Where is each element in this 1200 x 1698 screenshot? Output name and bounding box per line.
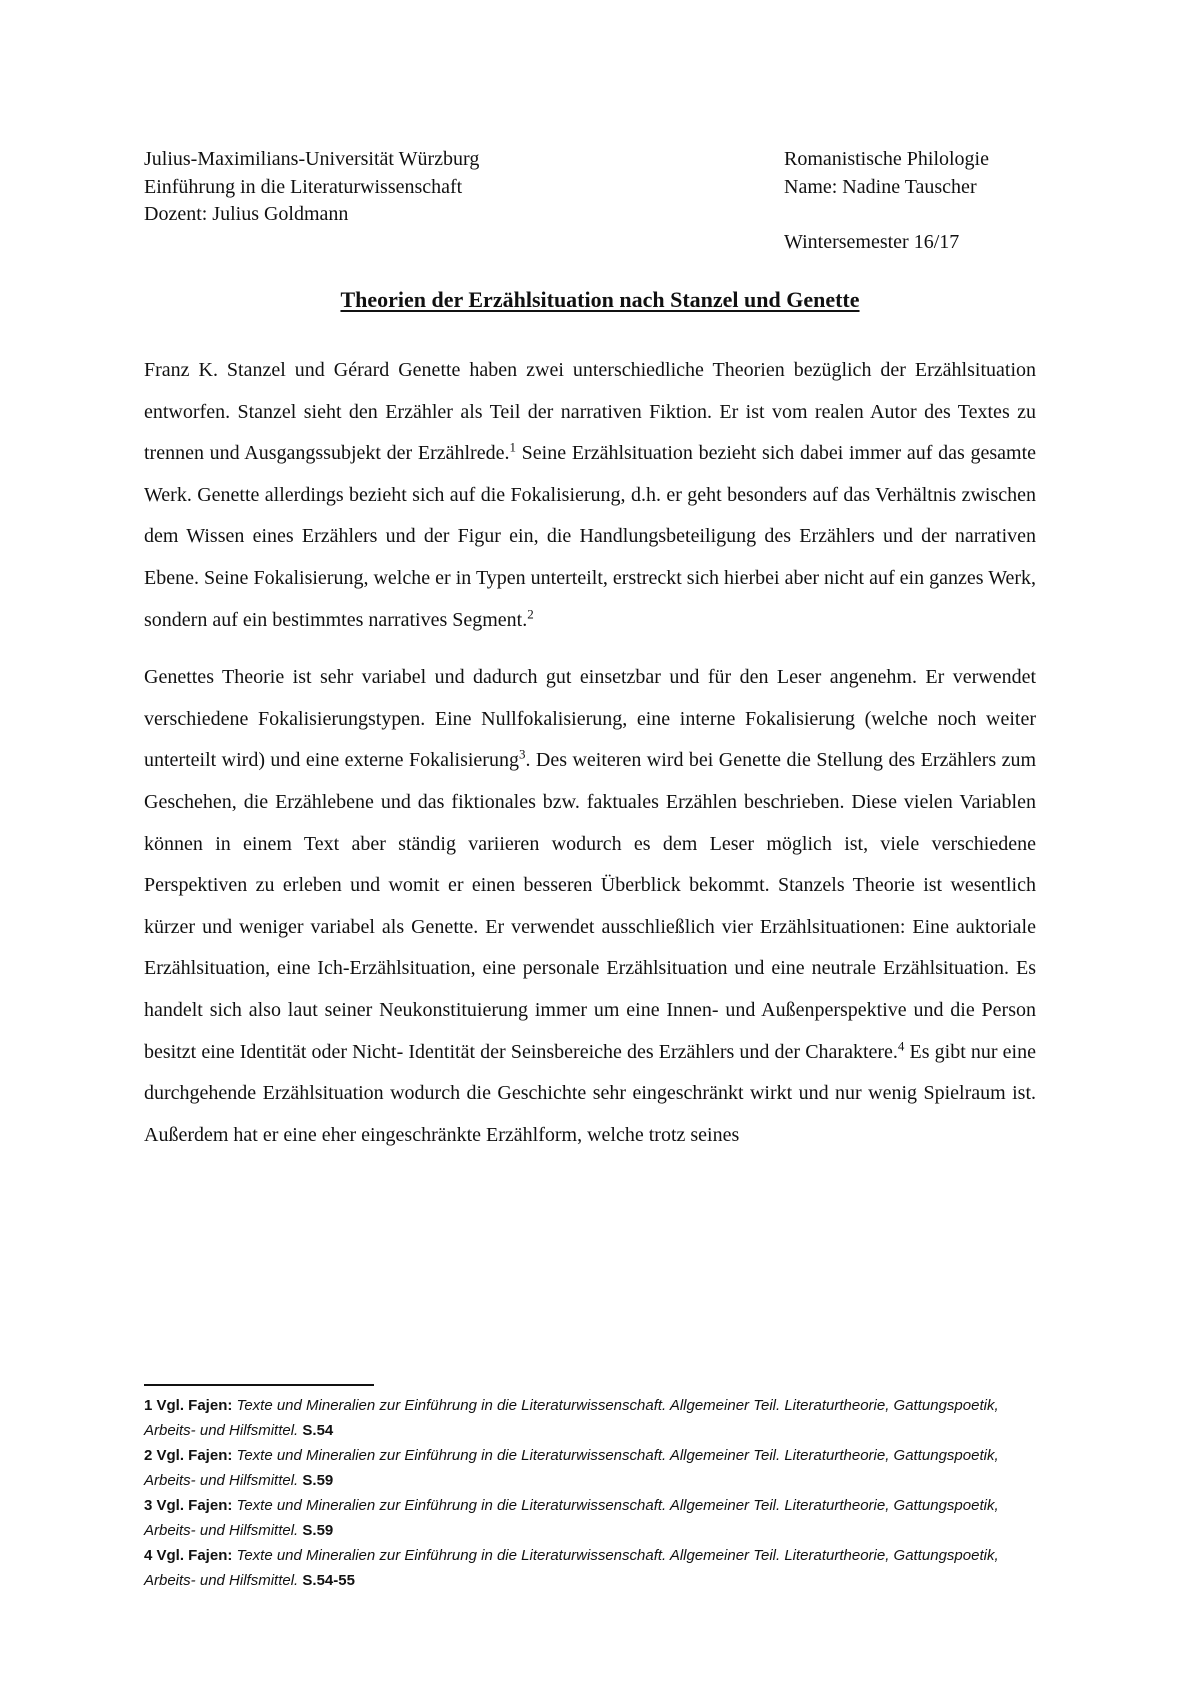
footnote-lead: 1 Vgl. Fajen:	[144, 1397, 233, 1414]
footnote-lead: 2 Vgl. Fajen:	[144, 1447, 233, 1464]
footnote-lead: 3 Vgl. Fajen:	[144, 1497, 233, 1514]
document-title: Theorien der Erzählsituation nach Stanzel und Genette	[340, 287, 860, 312]
footnote-lead: 4 Vgl. Fajen:	[144, 1547, 233, 1564]
header-right-block	[784, 146, 1044, 256]
footnote-reference: 4	[897, 1037, 905, 1053]
footnote-work-title: Texte und Mineralien zur Einführung in die Literaturwissenschaft. Allgemeiner Teil. Literaturtheorie, Gattungspoetik, Arbeits- und Hilfsmittel.	[144, 1447, 999, 1489]
footnote-reference: 2	[527, 605, 534, 621]
paragraph-text: . Des weiteren wird bei Genette die Stellung des Erzählers zum Geschehen, die Erzählebene und das fiktionales bzw. faktuales Erzählen beschrieben. Diese vielen Variablen können in einem Text aber ständig variieren wodurch es dem Leser möglich ist, viele verschiedene Perspektiven zu erleben und womit er einen besseren Überblick bekommt. Stanzels Theorie ist wesentlich kürzer und weniger variabel als Genette. Er verwendet ausschließlich vier Erzählsituationen: Eine auktoriale Erzählsituation, eine Ich-Erzählsituation, eine personale Erzählsituation und eine neutrale Erzählsituation. Es handelt sich also laut seiner Neukonstituierung immer um eine Innen- und Außenperspektive und die Person besitzt eine Identität oder Nicht- Identität der Seinsbereiche des Erzählers und der Charaktere.	[144, 749, 1037, 1063]
body-paragraph	[144, 350, 1036, 641]
university-name: Julius-Maximilians-Universität Würzburg	[144, 148, 480, 170]
semester-label: Wintersemester 16/17	[784, 230, 960, 253]
paragraph-text: Es gibt nur eine durchgehende Erzählsituation wodurch die Geschichte sehr eingeschränkt wirkt und nur wenig Spielraum ist. Außerdem hat er eine eher eingeschränkte Erzählform, welche trotz seines	[144, 1040, 1036, 1146]
footnote-work-title: Texte und Mineralien zur Einführung in die Literaturwissenschaft. Allgemeiner Teil. Literaturtheorie, Gattungspoetik, Arbeits- und Hilfsmittel.	[144, 1547, 999, 1589]
footnote-divider	[144, 1384, 374, 1386]
department-name: Romanistische Philologie	[784, 148, 989, 170]
header-left-block	[144, 146, 664, 229]
footnote-page-reference: S.59	[302, 1472, 334, 1489]
footnote-work-title: Texte und Mineralien zur Einführung in die Literaturwissenschaft. Allgemeiner Teil. Literaturtheorie, Gattungspoetik, Arbeits- und Hilfsmittel.	[144, 1497, 999, 1539]
footnotes	[144, 1393, 1036, 1593]
footnote-reference: 1	[509, 439, 516, 455]
paragraph-text: Genettes Theorie ist sehr variabel und dadurch gut einsetzbar und für den Leser angenehm. Er verwendet verschiedene Fokalisierungstypen. Eine Nullfokalisierung, eine interne Fokalisierung (welche noch weiter unterteilt wird) und eine externe Fokalisierung	[144, 666, 1036, 772]
footnote-page-reference: S.59	[302, 1522, 334, 1539]
footnote-item	[144, 1493, 1036, 1543]
footnote-item	[144, 1543, 1036, 1593]
lecturer-name: Dozent: Julius Goldmann	[144, 203, 349, 225]
footnote-work-title: Texte und Mineralien zur Einführung in die Literaturwissenschaft. Allgemeiner Teil. Literaturtheorie, Gattungspoetik, Arbeits- und Hilfsmittel.	[144, 1397, 999, 1439]
footnote-item	[144, 1393, 1036, 1443]
footnote-reference: 3	[518, 746, 526, 762]
student-name: Name: Nadine Tauscher	[784, 175, 977, 198]
footnote-page-reference: S.54-55	[302, 1572, 355, 1589]
footnote-item	[144, 1443, 1036, 1493]
body-paragraph	[144, 657, 1036, 1156]
paragraph-text: Franz K. Stanzel und Gérard Genette haben zwei unterschiedliche Theorien bezüglich der Erzählsituation entworfen. Stanzel sieht den Erzähler als Teil der narrativen Fiktion. Er ist vom realen Autor des Textes zu trennen und Ausgangssubjekt der Erzählrede.	[144, 359, 1036, 465]
footnote-page-reference: S.54	[302, 1422, 334, 1439]
course-name: Einführung in die Literaturwissenschaft	[144, 175, 463, 198]
body-text	[144, 350, 1036, 1156]
paragraph-text: Seine Erzählsituation bezieht sich dabei immer auf das gesamte Werk. Genette allerdings bezieht sich auf die Fokalisierung, d.h. er geht besonders auf das Verhältnis zwischen dem Wissen eines Erzählers und der Figur ein, die Handlungsbeteiligung des Erzählers und der narrativen Ebene. Seine Fokalisierung, welche er in Typen unterteilt, erstreckt sich hierbei aber nicht auf ein ganzes Werk, sondern auf ein bestimmtes narratives Segment.	[144, 442, 1037, 631]
